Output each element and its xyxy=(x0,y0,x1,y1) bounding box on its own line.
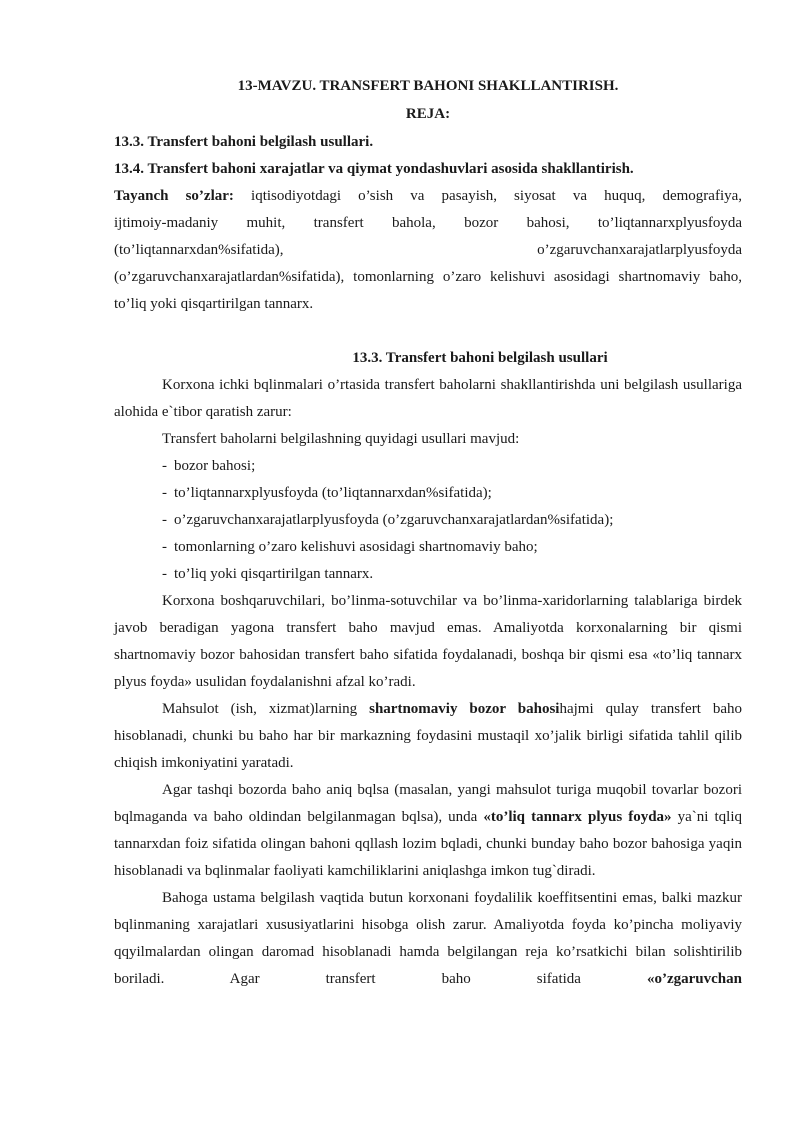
document-page xyxy=(114,72,742,993)
keywords-rest: (o’zgaruvchanxarajatlardan%sifatida), tomonlarning o’zaro kelishuvi asosidagi shartnomaviy baho, to’liq yoki qisqartirilgan tannarx. xyxy=(114,269,742,312)
section-title: 13.3. Transfert bahoni belgilash usullari xyxy=(352,350,608,366)
paragraph-6 xyxy=(114,885,742,993)
paragraph-6-bold: «o’zgaruvchan xyxy=(647,971,742,987)
list-item xyxy=(114,507,742,534)
list-dash: - xyxy=(162,539,167,555)
paragraph-5-end: ya`ni tqliq tannarxdan foiz sifatida olingan bahoni qqllash lozim bqladi, chunki bunday baho bozor bahosiga yaqin hisoblanadi va bqlinmalar faoliyati kamchiliklarini aniqlashga imkon tug`diradi. xyxy=(114,809,742,879)
paragraph-3: Korxona boshqaruvchilari, bo’linma-sotuvchilar va bo’linma-xaridorlarning talablariga birdek javob beradigan yagona transfert baho mavjud emas. Amaliyotda korxonalarning bir qismi shartnomaviy bozor bahosidan transfert baho sifatida foydalanadi, boshqa bir qismi esa «to’liq tannarx plyus foyda» usulidan foydalanishni afzal ko’radi. xyxy=(114,593,742,690)
plan-item-2-text: 13.4. Transfert bahoni xarajatlar va qiymat yondashuvlari asosida shakllantirish xyxy=(114,161,630,177)
paragraph-4-end: hajmi qulay transfert baho hisoblanadi, chunki bu baho har bir markazning foydasini mustaqil xo’jalik birligi sifatida tahlil qilib chiqish imkoniyatini yaratadi. xyxy=(114,701,743,771)
page-title: 13-MAVZU. TRANSFERT BAHONI SHAKLLANTIRISH. xyxy=(237,78,619,94)
paragraph-5 xyxy=(114,777,742,885)
list-dash: - xyxy=(162,512,167,528)
paragraph-5-bold: «to’liq tannarx plyus foyda» xyxy=(483,809,672,825)
keywords-label: Tayanch so’zlar: xyxy=(114,188,234,204)
plan-item-2-suffix: . xyxy=(629,161,634,177)
list-dash: - xyxy=(162,566,167,582)
spacer xyxy=(114,318,742,345)
list-item xyxy=(114,561,742,588)
paragraph-2: Transfert baholarni belgilashning quyidagi usullari mavjud: xyxy=(162,431,520,447)
plan-label: REJA: xyxy=(405,106,451,122)
list-item xyxy=(114,534,742,561)
keywords-line-3: (to’liqtannarxdan%sifatida), o’zgaruvchanxarajatlarplyusfoyda xyxy=(114,242,742,258)
paragraph-5-start: Agar tashqi bozorda baho aniq bqlsa (masalan, yangi mahsulot turiga muqobil tovarlar bozori bqlmaganda va baho oldindan belgilanmagan bqlsa), unda xyxy=(114,782,742,825)
paragraph-4 xyxy=(114,696,742,777)
keywords-line-2: ijtimoiy-madaniy muhit, transfert bahola, bozor bahosi, to’liqtannarxplyusfoyda xyxy=(114,215,742,231)
plan-item-1: 13.3. Transfert bahoni belgilash usullari. xyxy=(114,134,374,150)
list-item-text: tomonlarning o’zaro kelishuvi asosidagi shartnomaviy baho; xyxy=(174,539,538,555)
list-item-text: to’liq yoki qisqartirilgan tannarx. xyxy=(174,566,374,582)
list-item-text: bozor bahosi; xyxy=(174,458,256,474)
paragraph-1: Korxona ichki bqlinmalari o’rtasida transfert baholarni shakllantirishda uni belgilash usullariga alohida e`tibor qaratish zarur: xyxy=(114,377,742,420)
list-dash: - xyxy=(162,458,167,474)
list-dash: - xyxy=(162,485,167,501)
paragraph-4-start: Mahsulot (ish, xizmat)larning xyxy=(162,701,370,717)
paragraph-6-start: Bahoga ustama belgilash vaqtida butun korxonani foydalilik koeffitsentini emas, balki mazkur bqlinmaning xarajatlari xususiyatlarini hisobga olish zarur. Amaliyotda foyda ko’pincha moliyaviy qqyilmalardan olingan daromad hisoblanadi hamda belgilangan reja ko’rsatkichi bilan solishtirilib boriladi. Agar transfert baho sifatida xyxy=(114,890,742,987)
list-item-text: o’zgaruvchanxarajatlarplyusfoyda (o’zgaruvchanxarajatlardan%sifatida); xyxy=(174,512,614,528)
list-item-text: to’liqtannarxplyusfoyda (to’liqtannarxdan%sifatida); xyxy=(174,485,492,501)
list-item xyxy=(114,480,742,507)
paragraph-4-bold: shartnomaviy bozor bahosi xyxy=(369,701,560,717)
plan-item-2 xyxy=(114,156,742,183)
list-item xyxy=(114,453,742,480)
keywords-text-1: iqtisodiyotdagi o’sish va pasayish, siyosat va huquq, demografiya, xyxy=(251,188,743,204)
keywords-line-1 xyxy=(114,183,742,210)
